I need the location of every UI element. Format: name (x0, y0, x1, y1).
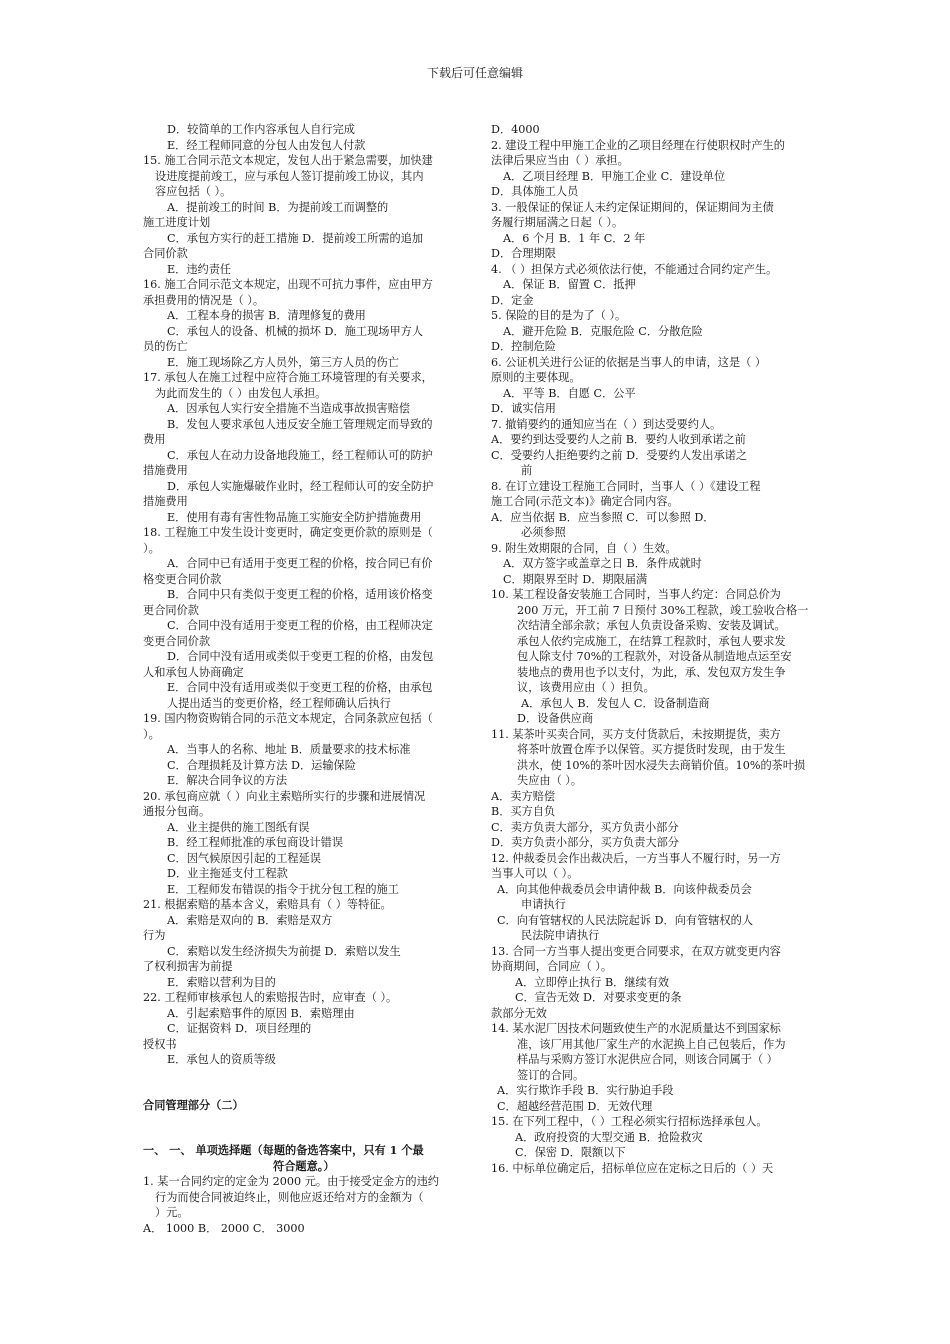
text-line: ）。 (143, 541, 160, 555)
text-line: 授权书 (143, 1037, 177, 1051)
text-line: E．解决合同争议的方法 (167, 774, 288, 787)
text-line: A．工程本身的损害 B．清理修复的费用 (167, 309, 366, 322)
text-line: 前 (521, 464, 533, 477)
text-line: C．承包人在动力设备地段施工，经工程师认可的防护 (167, 448, 433, 462)
text-line: 变更合同价款 (143, 634, 211, 648)
section-heading: 符合题意。） (273, 1158, 335, 1173)
text-line: D．较简单的工作内容承包人自行完成 (167, 123, 355, 136)
text-line: C．保密 D．限额以下 (515, 1146, 626, 1159)
text-line: A．索赔是双向的 B．索赔是双方 (167, 913, 333, 927)
spacer (143, 1113, 468, 1143)
text-line: D．诚实信用 (491, 402, 556, 415)
text-line: 法律后果应当由（ ）承担。 (491, 154, 629, 167)
text-line: A．承包人 B．发包人 C．设备制造商 (521, 696, 710, 710)
text-line: 11. 某茶叶买卖合同，买方支付货款后，未按期提货，卖方 (491, 727, 781, 741)
text-line: 5. 保险的目的是为了（ ）。 (491, 309, 627, 322)
text-line: E．违约责任 (167, 262, 232, 276)
text-line: C．承包方实行的赶工措施 D．提前竣工所需的追加 (167, 231, 424, 245)
text-line: 议，该费用应由（ ）担负。 (517, 681, 655, 694)
text-line: 措施费用 (143, 495, 188, 508)
text-line: 民法院申请执行 (521, 929, 600, 942)
text-line: 申请执行 (521, 898, 566, 911)
text-line: 15. 施工合同示范文本规定，发包人出于紧急需要，加快建 (143, 154, 433, 167)
text-line: C．索赔以发生经济损失为前提 D．索赔以发生 (167, 944, 401, 958)
text-line: C．宣告无效 D．对要求变更的条 (515, 991, 682, 1004)
text-line: 承担费用的情况是（ ）。 (143, 293, 265, 307)
text-line: 更合同价款 (143, 603, 199, 617)
text-line: D．定金 (491, 293, 534, 307)
text-line: 为此而发生的（ ）由发包人承担。 (155, 386, 327, 400)
text-line: A．当事人的名称、地址 B．质量要求的技术标准 (167, 743, 411, 756)
text-line: E．使用有毒有害性物品施工实施安全防护措施费用 (167, 510, 422, 524)
text-line: A．向其他仲裁委员会申请仲裁 B．向该仲裁委员会 (497, 882, 752, 896)
text-line: B．发包人要求承包人违反安全施工管理规定而导致的 (167, 417, 433, 431)
text-line: 将茶叶放置仓库予以保管。买方提货时发现，由于发生 (517, 743, 786, 756)
text-line: C．向有管辖权的人民法院起诉 D．向有管辖权的人 (497, 913, 754, 927)
text-line: 务履行期届满之日起（ ）。 (491, 216, 624, 229)
text-line: 行为而使合同被迫终止，则他应返还给对方的金额为（ (155, 1190, 424, 1204)
text-line: C．合同中没有适用于变更工程的价格，由工程师决定 (167, 619, 433, 632)
text-line: D．合理期限 (491, 247, 556, 260)
text-line: C．期限界至时 D．期限届满 (503, 572, 648, 586)
text-line: E．施工现场除乙方人员外，第三方人员的伤亡 (167, 355, 399, 369)
text-line: C．卖方负责大部分，买方负责小部分 (491, 820, 679, 834)
text-line: 22. 工程师审核承包人的索赔报告时，应审查（ ）。 (143, 991, 398, 1004)
section-heading: 合同管理部分（二） (143, 1097, 244, 1112)
text-line: D．承包人实施爆破作业时，经工程师认可的安全防护 (167, 479, 434, 493)
text-line: 7. 撤销要约的通知应当在（ ）到达受要约人。 (491, 417, 722, 431)
text-line: 12. 仲裁委员会作出裁决后，一方当事人不履行时，另一方 (491, 851, 781, 865)
text-line: 格变更合同价款 (143, 572, 222, 586)
text-line: D．控制危险 (491, 340, 556, 353)
text-line: E．经工程师同意的分包人由发包人付款 (167, 138, 366, 152)
text-line: 洪水，使 10%的茶叶因水浸失去商销价值。10%的茶叶损 (517, 758, 806, 772)
text-line: 通报分包商。 (143, 805, 211, 818)
text-line: 了权利损害为前提 (143, 960, 233, 973)
text-line: 设进度提前竣工，应与承包人签订提前竣工协议，其内 (155, 169, 424, 183)
text-line: C．合理损耗及计算方法 D．运输保险 (167, 758, 356, 772)
text-line: 19. 国内物资购销合同的示范文本规定，合同条款应包括（ (143, 712, 433, 725)
text-line: D．4000 (491, 123, 540, 136)
text-line: ）。 (143, 727, 160, 741)
text-line: A．政府投资的大型交通 B．抢险救灾 (515, 1130, 703, 1144)
text-line: B．经工程师批准的承包商设计错误 (167, 836, 344, 849)
text-line: 17. 承包人在施工过程中应符合施工环境管理的有关要求， (143, 371, 433, 384)
text-line: 承包人依约完成施工，在结算工程款时，承包人要求发 (517, 634, 786, 648)
text-line: A．提前竣工的时间 B．为提前竣工而调整的 (167, 200, 389, 214)
text-line: 人和承包人协商确定 (143, 665, 244, 679)
text-line: D．卖方负责小部分，买方负责大部分 (491, 836, 679, 849)
text-line: 施工进度计划 (143, 216, 211, 229)
text-line: A．要约到达受要约人之前 B．要约人收到承诺之前 (491, 433, 746, 446)
text-line: A．保证 B．留置 C．抵押 (503, 278, 636, 291)
text-line: C．因气候原因引起的工程延误 (167, 851, 321, 865)
text-line: D．合同中没有适用或类似于变更工程的价格，由发包 (167, 650, 434, 663)
text-line: A．卖方赔偿 (491, 789, 556, 803)
text-line: A．因承包人实行安全措施不当造成事故损害赔偿 (167, 402, 411, 415)
text-line: C．证据资料 D．项目经理的 (167, 1022, 312, 1035)
text-line: B．合同中只有类似于变更工程的价格，适用该价格变 (167, 588, 433, 601)
text-line: 员的伤亡 (143, 340, 188, 353)
text-line: 3. 一般保证的保证人未约定保证期间的，保证期间为主债 (491, 200, 774, 214)
text-line: 装地点的费用也予以支付，为此，承、发包双方发生争 (517, 665, 786, 679)
text-line: 200 万元，开工前 7 日预付 30%工程款，竣工验收合格一 (517, 603, 809, 617)
text-line: 14. 某水泥厂因技术问题致使生产的水泥质量达不到国家标 (491, 1022, 781, 1035)
text-line: 18. 工程施工中发生设计变更时，确定变更价款的原则是（ (143, 526, 433, 539)
text-line: A．应当依据 B．应当参照 C．可以参照 D． (491, 510, 715, 524)
text-line: 20. 承包商应就（ ）向业主索赔所实行的步骤和进展情况 (143, 789, 426, 803)
text-line: 措施费用 (143, 464, 188, 477)
text-line: 必须参照 (521, 526, 566, 539)
text-line: C．承包人的设备、机械的损坏 D．施工现场甲方人 (167, 324, 424, 338)
spacer (143, 1068, 468, 1098)
text-line: E．承包人的资质等级 (167, 1053, 276, 1066)
text-line: 当事人可以（ ）。 (491, 867, 579, 880)
text-line: A．实行欺诈手段 B．实行胁迫手段 (497, 1084, 674, 1097)
text-line: 样品与采购方签订水泥供应合同，则该合同属于（ ） (517, 1053, 778, 1066)
text-line: E．索赔以营利为目的 (167, 975, 276, 989)
text-line: 1. 某一合同约定的定金为 2000 元。由于接受定金方的违约 (143, 1175, 439, 1188)
text-line: 15. 在下列工程中，（ ）工程必须实行招标选择承包人。 (491, 1115, 768, 1128)
text-line: 失应由（ ）。 (517, 774, 583, 787)
text-line: 次结清全部余款；承包人负责设备采购、安装及调试。 (517, 619, 786, 632)
left-column (143, 122, 468, 1236)
text-line: A．立即停止执行 B．继续有效 (515, 975, 670, 989)
text-line: C．超越经营范围 D．无效代理 (497, 1099, 653, 1113)
text-line: 准，该厂用其他厂家生产的水泥换上自己包装后，作为 (517, 1037, 786, 1051)
text-line: E．工程师发布错误的指令于扰分包工程的施工 (167, 882, 399, 896)
text-line: 协商期间，合同应（ ）。 (491, 960, 613, 973)
text-line: 6. 公证机关进行公证的依据是当事人的申请，这是（ ） (491, 355, 767, 369)
text-line: 8. 在订立建设工程施工合同时，当事人（ ）《建设工程 (491, 479, 761, 493)
text-line: A．合同中已有适用于变更工程的价格，按合同已有价 (167, 557, 433, 570)
text-line: A．双方签字或盖章之日 B．条件成就时 (503, 557, 702, 570)
text-line: A．避开危险 B．克服危险 C．分散危险 (503, 324, 703, 338)
text-line: 包人除支付 70%的工程款外，对设备从制造地点运至安 (517, 650, 792, 663)
right-column (491, 122, 816, 1176)
text-line: 施工合同(示范文本)》确定合同内容。 (491, 495, 679, 508)
text-line: A．业主提供的施工图纸有误 (167, 820, 310, 834)
text-line: 9. 附生效期限的合同，自（ ）生效。 (491, 541, 677, 555)
text-line: 款部分无效 (491, 1006, 547, 1020)
text-line: 行为 (143, 929, 166, 942)
text-line: A． 1000 B． 2000 C． 3000 (143, 1221, 305, 1235)
text-line: 人提出适当的变更价格，经工程师确认后执行 (167, 696, 391, 710)
text-line: 16. 施工合同示范文本规定，出现不可抗力事件，应由甲方 (143, 278, 433, 291)
text-line: C．受要约人拒绝要约之前 D．受要约人发出承诺之 (491, 448, 748, 462)
text-line: D．业主拖延支付工程款 (167, 867, 288, 880)
text-line: 原则的主要体现。 (491, 371, 581, 384)
text-line: 13. 合同一方当事人提出变更合同要求，在双方就变更内容 (491, 944, 781, 958)
page-header: 下载后可任意编辑 (426, 66, 523, 80)
text-line: A．乙项目经理 B．甲施工企业 C．建设单位 (503, 169, 726, 183)
text-line: 签订的合同。 (517, 1068, 585, 1082)
text-line: ）元。 (155, 1206, 189, 1219)
text-line: 16. 中标单位确定后，招标单位应在定标之日后的（ ）天 (491, 1161, 774, 1175)
text-line: 10. 某工程设备安装施工合同时，当事人约定：合同总价为 (491, 588, 781, 601)
text-line: 费用 (143, 433, 166, 446)
text-line: A．平等 B．自愿 C．公平 (503, 386, 636, 400)
text-line: A．6 个月 B．1 年 C．2 年 (503, 231, 646, 245)
text-line: E．合同中没有适用或类似于变更工程的价格，由承包 (167, 681, 433, 694)
text-line: 容应包括（ ）。 (155, 185, 232, 198)
text-line: D．设备供应商 (517, 712, 594, 725)
text-line: 合同价款 (143, 247, 188, 260)
text-line: D．具体施工人员 (491, 185, 579, 198)
text-line: B．买方自负 (491, 805, 556, 818)
text-line: 2. 建设工程中甲施工企业的乙项目经理在行使职权时产生的 (491, 138, 785, 152)
text-line: 21. 根据索赔的基本含义，索赔具有（ ）等特征。 (143, 898, 392, 911)
text-line: 4. （ ）担保方式必须依法行使，不能通过合同约定产生。 (491, 262, 778, 276)
section-heading: 一、 一、 单项选择题（每题的备选答案中，只有 1 个最 (143, 1143, 424, 1157)
text-line: A．引起索赔事件的原因 B．索赔理由 (167, 1006, 355, 1020)
